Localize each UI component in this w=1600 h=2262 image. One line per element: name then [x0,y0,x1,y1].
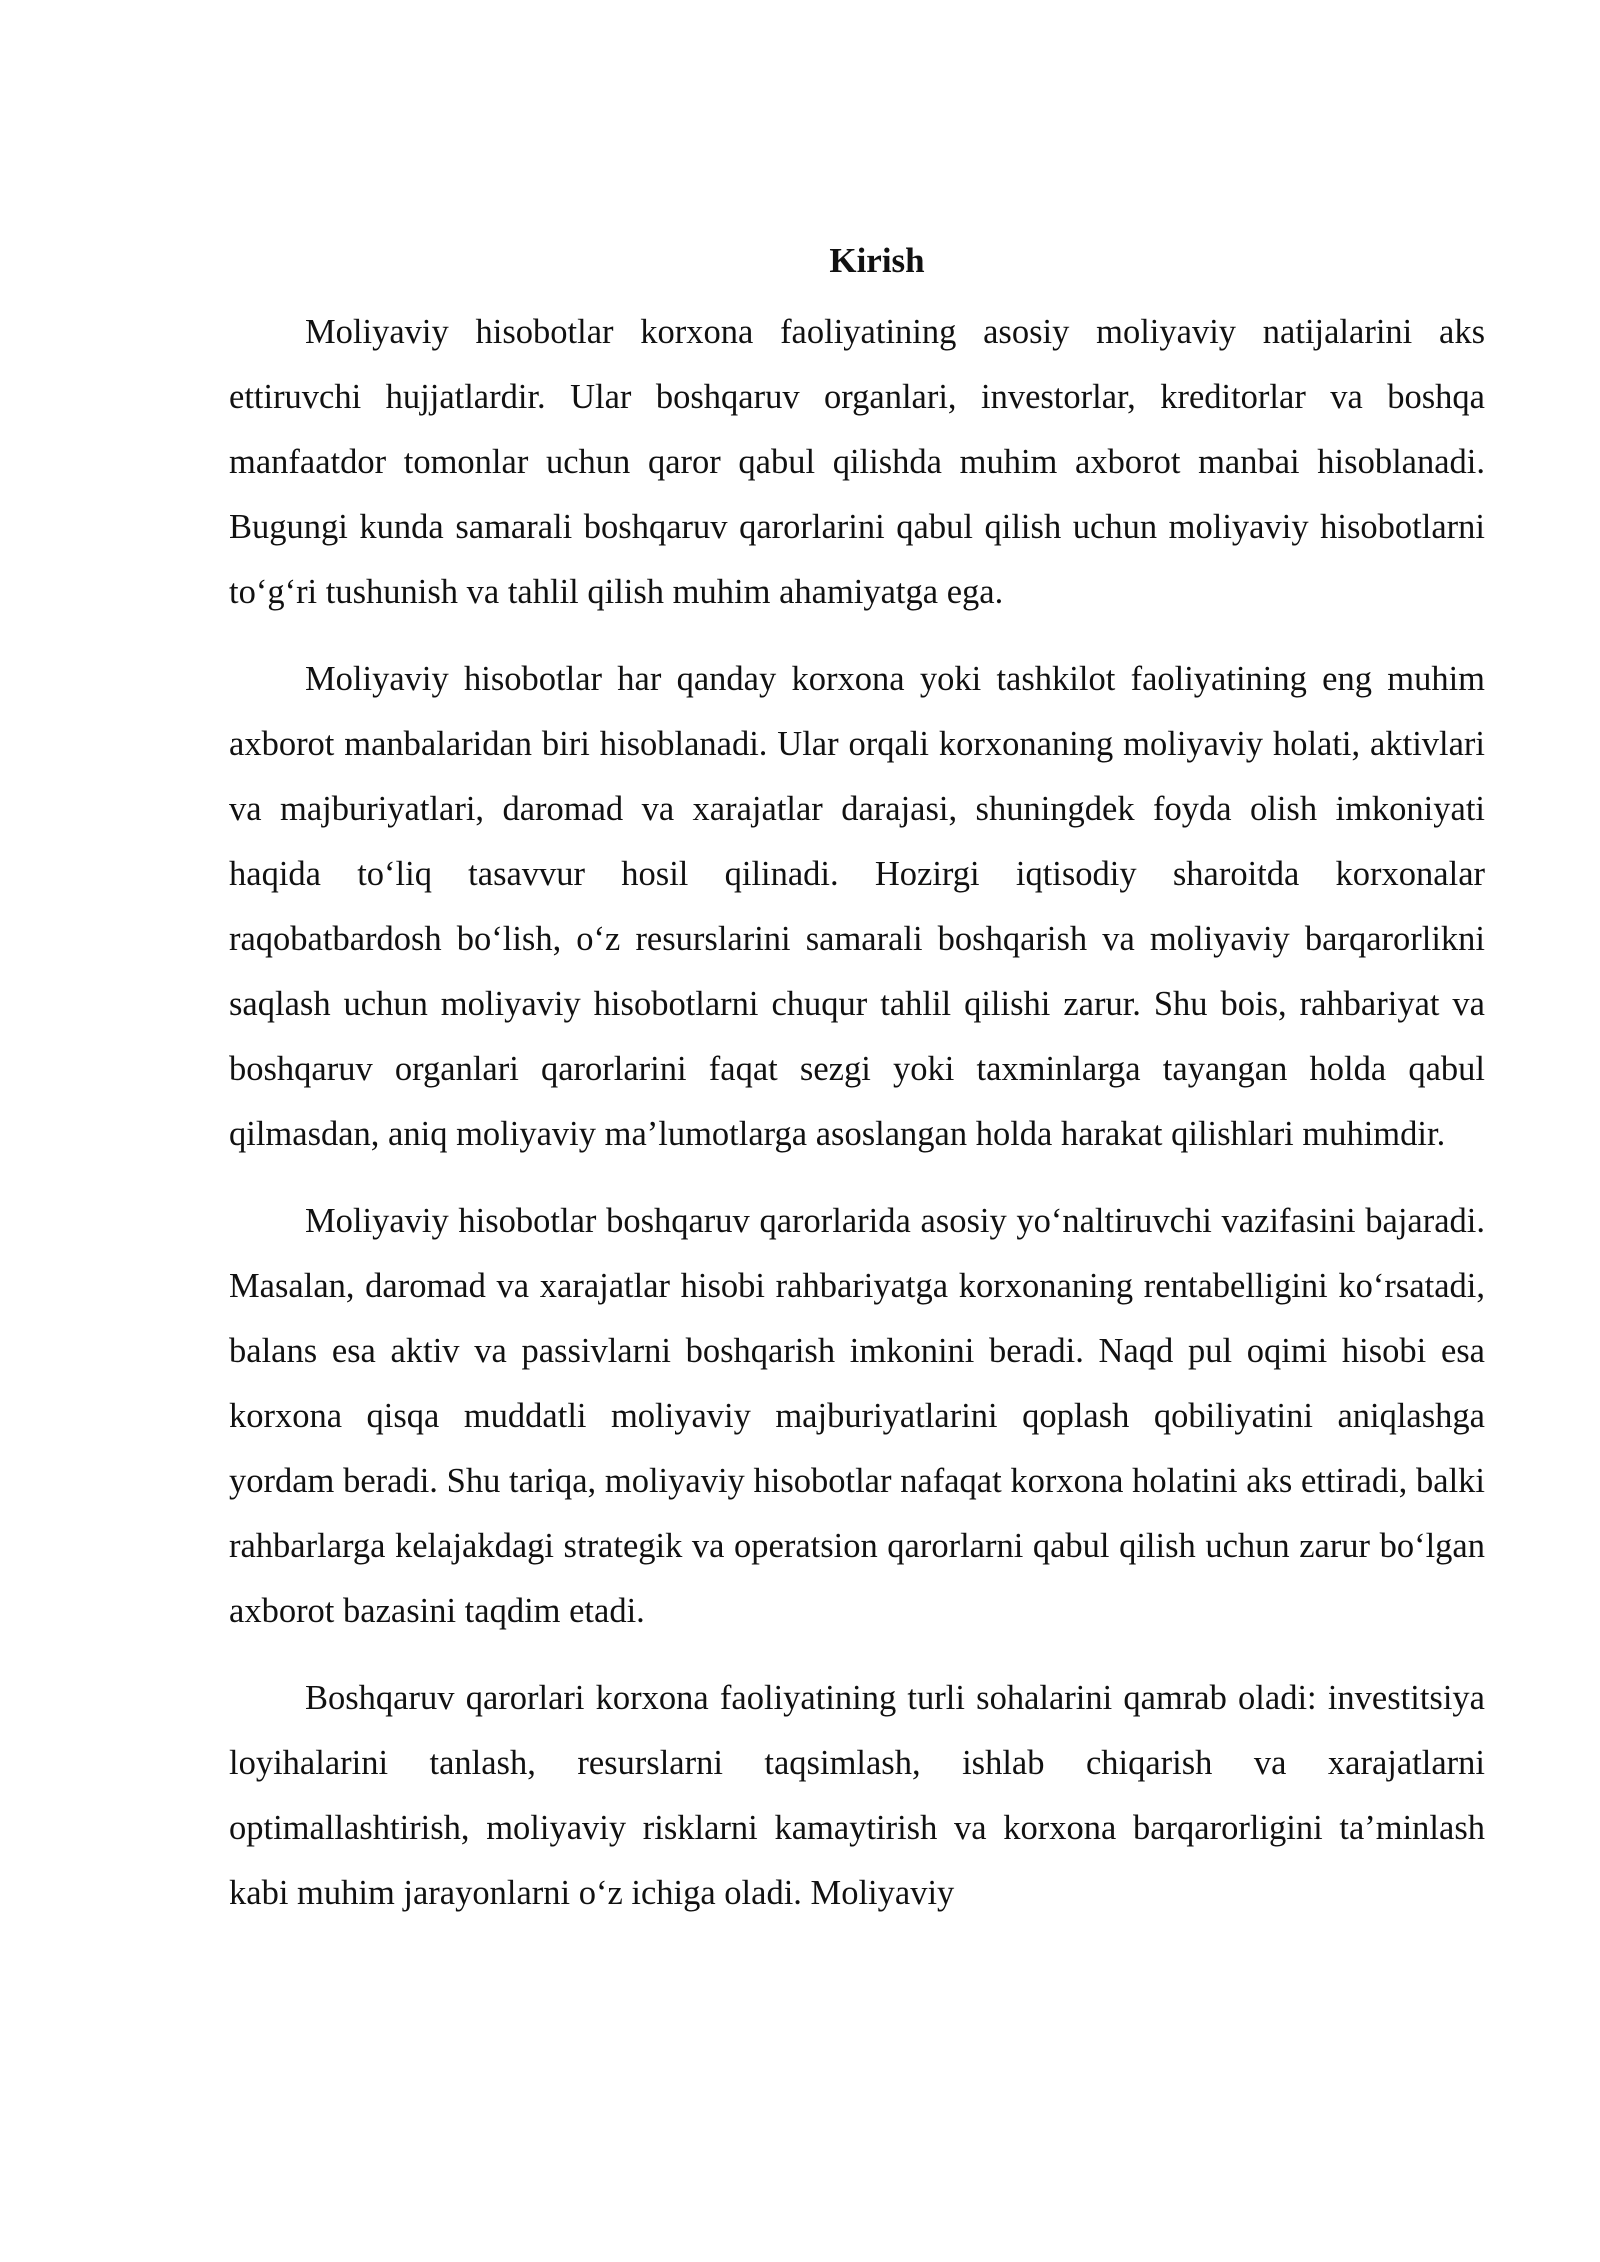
paragraph-1: Moliyaviy hisobotlar korxona faoliyatining asosiy moliyaviy natijalarini aks ettiruvchi hujjatlardir. Ular boshqaruv organlari, investorlar, kreditorlar va boshqa manfaatdor tomonlar uchun qaror qabul qilishda muhim axborot manbai hisoblanadi. Bugungi kunda samarali boshqaruv qarorlarini qabul qilish uchun moliyaviy hisobotlarni to‘g‘ri tushunish va tahlil qilish muhim ahamiyatga ega. [229,313,1485,611]
document-body [229,236,1485,1948]
paragraph-2: Moliyaviy hisobotlar har qanday korxona yoki tashkilot faoliyatining eng muhim axborot manbalaridan biri hisoblanadi. Ular orqali korxonaning moliyaviy holati, aktivlari va majburiyatlari, daromad va xarajatlar darajasi, shuningdek foyda olish imkoniyati haqida to‘liq tasavvur hosil qilinadi. Hozirgi iqtisodiy sharoitda korxonalar raqobatbardosh bo‘lish, o‘z resurslarini samarali boshqarish va moliyaviy barqarorlikni saqlash uchun moliyaviy hisobotlarni chuqur tahlil qilishi zarur. Shu bois, rahbariyat va boshqaruv organlari qarorlarini faqat sezgi yoki taxminlarga tayangan holda qabul qilmasdan, aniq moliyaviy ma’lumotlarga asoslangan holda harakat qilishlari muhimdir. [229,660,1485,1153]
paragraph-4: Boshqaruv qarorlari korxona faoliyatining turli sohalarini qamrab oladi: investitsiya loyihalarini tanlash, resurslarni taqsimlash, ishlab chiqarish va xarajatlarni optimallashtirish, moliyaviy risklarni kamaytirish va korxona barqarorligini ta’minlash kabi muhim jarayonlarni o‘z ichiga oladi. Moliyaviy [229,1679,1485,1912]
section-title: Kirish [829,241,925,280]
paragraph-3: Moliyaviy hisobotlar boshqaruv qarorlarida asosiy yo‘naltiruvchi vazifasini bajaradi. Masalan, daromad va xarajatlar hisobi rahbariyatga korxonaning rentabelligini ko‘rsatadi, balans esa aktiv va passivlarni boshqarish imkonini beradi. Naqd pul oqimi hisobi esa korxona qisqa muddatli moliyaviy majburiyatlarini qoplash qobiliyatini aniqlashga yordam beradi. Shu tariqa, moliyaviy hisobotlar nafaqat korxona holatini aks ettiradi, balki rahbarlarga kelajakdagi strategik va operatsion qarorlarni qabul qilish uchun zarur bo‘lgan axborot bazasini taqdim etadi. [229,1202,1485,1630]
